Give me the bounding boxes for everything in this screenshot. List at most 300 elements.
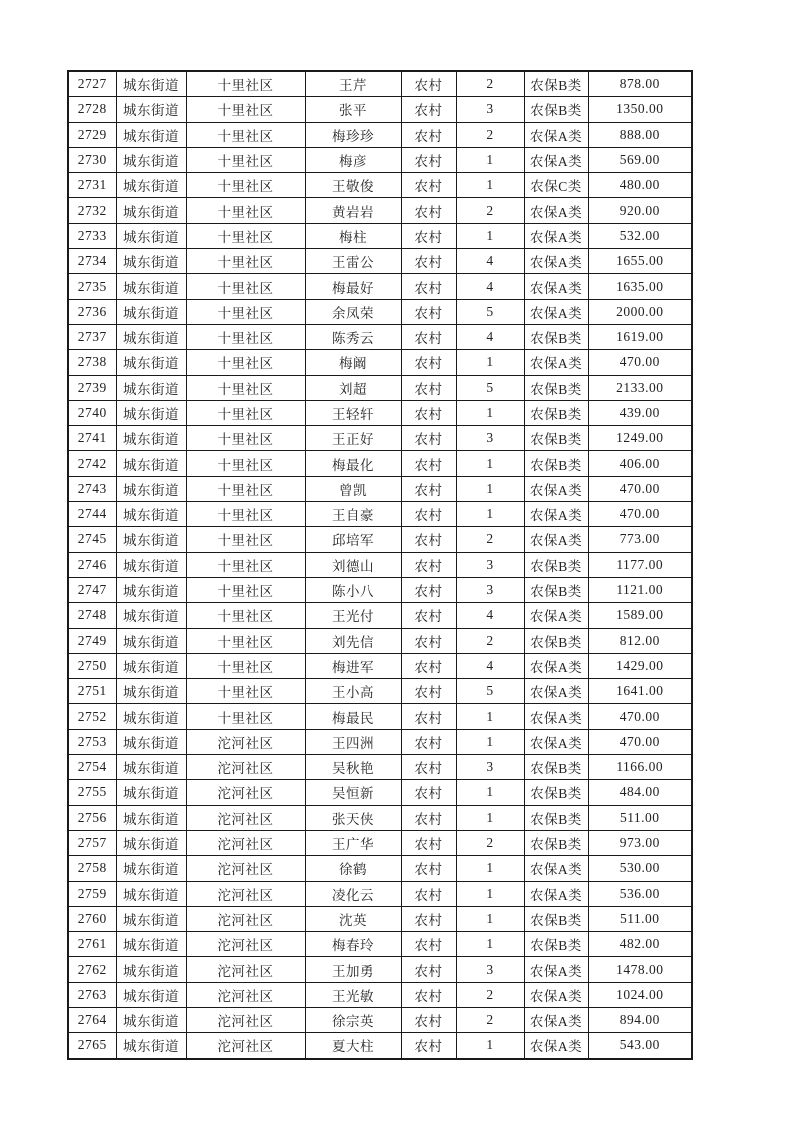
table-cell-household-category: 农村: [401, 223, 456, 248]
table-cell-person-name: 沈英: [305, 906, 401, 931]
table-cell-community: 十里社区: [186, 299, 305, 324]
table-cell-household-category: 农村: [401, 502, 456, 527]
table-row: [68, 957, 692, 982]
table-cell-community: 十里社区: [186, 375, 305, 400]
table-cell-amount: 536.00: [588, 881, 692, 906]
table-cell-amount: 1429.00: [588, 653, 692, 678]
table-cell-insurance-class: 农保B类: [524, 906, 588, 931]
table-cell-amount: 878.00: [588, 71, 692, 97]
table-row: [68, 830, 692, 855]
table-cell-insurance-class: 农保A类: [524, 679, 588, 704]
table-cell-seq-number: 2747: [68, 577, 116, 602]
table-cell-amount: 569.00: [588, 147, 692, 172]
table-cell-insurance-class: 农保A类: [524, 502, 588, 527]
table-cell-household-category: 农村: [401, 274, 456, 299]
table-cell-street: 城东街道: [116, 1007, 186, 1032]
table-cell-seq-number: 2741: [68, 426, 116, 451]
table-cell-amount: 1641.00: [588, 679, 692, 704]
table-cell-household-category: 农村: [401, 805, 456, 830]
table-cell-community: 沱河社区: [186, 957, 305, 982]
table-cell-person-name: 曾凯: [305, 476, 401, 501]
table-cell-insurance-class: 农保A类: [524, 1007, 588, 1032]
table-cell-street: 城东街道: [116, 350, 186, 375]
table-cell-amount: 480.00: [588, 173, 692, 198]
table-cell-street: 城东街道: [116, 198, 186, 223]
table-row: [68, 299, 692, 324]
table-cell-street: 城东街道: [116, 274, 186, 299]
table-cell-person-name: 王小高: [305, 679, 401, 704]
table-cell-person-name: 余凤荣: [305, 299, 401, 324]
table-body: [68, 71, 692, 1059]
table-cell-insurance-class: 农保B类: [524, 552, 588, 577]
table-cell-insurance-class: 农保A类: [524, 704, 588, 729]
table-cell-person-name: 刘德山: [305, 552, 401, 577]
table-cell-person-name: 凌化云: [305, 881, 401, 906]
table-cell-household-category: 农村: [401, 906, 456, 931]
table-row: [68, 147, 692, 172]
table-cell-person-name: 梅最化: [305, 451, 401, 476]
table-cell-seq-number: 2748: [68, 603, 116, 628]
table-cell-community: 十里社区: [186, 628, 305, 653]
table-cell-person-count: 1: [456, 223, 524, 248]
table-cell-street: 城东街道: [116, 426, 186, 451]
table-cell-person-count: 1: [456, 476, 524, 501]
table-cell-street: 城东街道: [116, 932, 186, 957]
table-cell-person-name: 王四洲: [305, 729, 401, 754]
table-cell-insurance-class: 农保B类: [524, 805, 588, 830]
table-cell-amount: 2133.00: [588, 375, 692, 400]
table-cell-household-category: 农村: [401, 704, 456, 729]
table-cell-seq-number: 2729: [68, 122, 116, 147]
table-cell-amount: 470.00: [588, 476, 692, 501]
table-cell-community: 十里社区: [186, 71, 305, 97]
table-row: [68, 856, 692, 881]
table-row: [68, 780, 692, 805]
table-cell-insurance-class: 农保A类: [524, 653, 588, 678]
table-cell-person-name: 王敬俊: [305, 173, 401, 198]
table-row: [68, 577, 692, 602]
table-row: [68, 805, 692, 830]
table-cell-insurance-class: 农保A类: [524, 881, 588, 906]
table-cell-amount: 470.00: [588, 502, 692, 527]
table-cell-street: 城东街道: [116, 957, 186, 982]
table-cell-seq-number: 2754: [68, 755, 116, 780]
table-cell-amount: 920.00: [588, 198, 692, 223]
table-cell-insurance-class: 农保A类: [524, 223, 588, 248]
table-cell-amount: 1249.00: [588, 426, 692, 451]
table-cell-household-category: 农村: [401, 350, 456, 375]
table-cell-seq-number: 2763: [68, 982, 116, 1007]
table-cell-amount: 470.00: [588, 350, 692, 375]
table-cell-person-name: 吴恒新: [305, 780, 401, 805]
table-cell-household-category: 农村: [401, 71, 456, 97]
table-cell-person-name: 梅春玲: [305, 932, 401, 957]
table-cell-community: 十里社区: [186, 274, 305, 299]
table-cell-person-count: 2: [456, 1007, 524, 1032]
table-cell-seq-number: 2730: [68, 147, 116, 172]
table-row: [68, 173, 692, 198]
table-cell-household-category: 农村: [401, 830, 456, 855]
table-cell-community: 十里社区: [186, 324, 305, 349]
table-cell-person-name: 梅彦: [305, 147, 401, 172]
table-cell-street: 城东街道: [116, 400, 186, 425]
table-cell-household-category: 农村: [401, 426, 456, 451]
table-row: [68, 982, 692, 1007]
table-row: [68, 679, 692, 704]
table-cell-person-count: 2: [456, 198, 524, 223]
table-cell-person-name: 梅最民: [305, 704, 401, 729]
table-cell-amount: 470.00: [588, 729, 692, 754]
table-cell-insurance-class: 农保A类: [524, 299, 588, 324]
table-cell-person-name: 梅最好: [305, 274, 401, 299]
table-cell-seq-number: 2733: [68, 223, 116, 248]
table-cell-street: 城东街道: [116, 71, 186, 97]
table-cell-household-category: 农村: [401, 375, 456, 400]
table-cell-person-name: 徐宗英: [305, 1007, 401, 1032]
table-cell-insurance-class: 农保B类: [524, 780, 588, 805]
table-cell-insurance-class: 农保B类: [524, 375, 588, 400]
table-cell-seq-number: 2756: [68, 805, 116, 830]
table-cell-household-category: 农村: [401, 628, 456, 653]
table-cell-person-count: 5: [456, 679, 524, 704]
table-cell-household-category: 农村: [401, 97, 456, 122]
table-cell-person-name: 邱培军: [305, 527, 401, 552]
table-cell-street: 城东街道: [116, 1033, 186, 1059]
table-cell-household-category: 农村: [401, 299, 456, 324]
table-cell-amount: 1635.00: [588, 274, 692, 299]
table-cell-street: 城东街道: [116, 906, 186, 931]
table-cell-household-category: 农村: [401, 527, 456, 552]
table-row: [68, 704, 692, 729]
table-cell-community: 十里社区: [186, 679, 305, 704]
table-cell-amount: 511.00: [588, 805, 692, 830]
table-cell-amount: 812.00: [588, 628, 692, 653]
table-cell-community: 十里社区: [186, 400, 305, 425]
table-cell-person-name: 王光付: [305, 603, 401, 628]
table-cell-person-name: 刘先信: [305, 628, 401, 653]
table-cell-household-category: 农村: [401, 679, 456, 704]
table-row: [68, 375, 692, 400]
table-cell-person-name: 夏大柱: [305, 1033, 401, 1059]
table-cell-seq-number: 2731: [68, 173, 116, 198]
table-cell-street: 城东街道: [116, 704, 186, 729]
table-cell-insurance-class: 农保A类: [524, 527, 588, 552]
table-cell-insurance-class: 农保A类: [524, 729, 588, 754]
table-cell-insurance-class: 农保A类: [524, 198, 588, 223]
table-row: [68, 755, 692, 780]
table-cell-household-category: 农村: [401, 173, 456, 198]
table-cell-household-category: 农村: [401, 451, 456, 476]
table-cell-community: 十里社区: [186, 603, 305, 628]
table-cell-insurance-class: 农保B类: [524, 426, 588, 451]
table-cell-street: 城东街道: [116, 603, 186, 628]
table-cell-household-category: 农村: [401, 552, 456, 577]
table-cell-amount: 482.00: [588, 932, 692, 957]
table-cell-person-name: 王雷公: [305, 249, 401, 274]
table-cell-community: 十里社区: [186, 451, 305, 476]
table-row: [68, 350, 692, 375]
table-cell-community: 沱河社区: [186, 780, 305, 805]
table-cell-street: 城东街道: [116, 755, 186, 780]
table-cell-person-count: 1: [456, 856, 524, 881]
table-cell-street: 城东街道: [116, 729, 186, 754]
table-cell-person-count: 3: [456, 97, 524, 122]
table-cell-street: 城东街道: [116, 502, 186, 527]
table-cell-seq-number: 2764: [68, 1007, 116, 1032]
table-cell-amount: 511.00: [588, 906, 692, 931]
table-cell-street: 城东街道: [116, 173, 186, 198]
table-cell-insurance-class: 农保A类: [524, 249, 588, 274]
table-cell-amount: 2000.00: [588, 299, 692, 324]
table-cell-seq-number: 2738: [68, 350, 116, 375]
table-row: [68, 906, 692, 931]
table-cell-insurance-class: 农保C类: [524, 173, 588, 198]
table-row: [68, 198, 692, 223]
table-cell-street: 城东街道: [116, 147, 186, 172]
table-cell-seq-number: 2761: [68, 932, 116, 957]
table-cell-community: 沱河社区: [186, 755, 305, 780]
table-cell-street: 城东街道: [116, 223, 186, 248]
table-cell-person-name: 徐鹤: [305, 856, 401, 881]
table-cell-community: 沱河社区: [186, 856, 305, 881]
table-row: [68, 527, 692, 552]
table-cell-amount: 470.00: [588, 704, 692, 729]
table-cell-amount: 530.00: [588, 856, 692, 881]
table-cell-person-count: 1: [456, 932, 524, 957]
table-cell-seq-number: 2758: [68, 856, 116, 881]
table-cell-person-count: 2: [456, 628, 524, 653]
table-cell-community: 沱河社区: [186, 830, 305, 855]
table-cell-community: 十里社区: [186, 147, 305, 172]
table-cell-street: 城东街道: [116, 324, 186, 349]
table-cell-person-name: 张平: [305, 97, 401, 122]
table-cell-person-count: 1: [456, 881, 524, 906]
table-row: [68, 97, 692, 122]
table-cell-community: 十里社区: [186, 350, 305, 375]
table-cell-community: 十里社区: [186, 552, 305, 577]
table-cell-insurance-class: 农保B类: [524, 451, 588, 476]
table-cell-insurance-class: 农保A类: [524, 274, 588, 299]
table-cell-seq-number: 2744: [68, 502, 116, 527]
table-cell-person-count: 4: [456, 249, 524, 274]
table-cell-person-count: 1: [456, 502, 524, 527]
table-cell-amount: 1177.00: [588, 552, 692, 577]
table-cell-person-count: 2: [456, 122, 524, 147]
table-row: [68, 324, 692, 349]
table-cell-seq-number: 2740: [68, 400, 116, 425]
table-cell-insurance-class: 农保B类: [524, 628, 588, 653]
table-cell-insurance-class: 农保A类: [524, 957, 588, 982]
table-cell-seq-number: 2759: [68, 881, 116, 906]
table-cell-community: 十里社区: [186, 476, 305, 501]
table-cell-person-count: 4: [456, 653, 524, 678]
table-cell-person-name: 梅进军: [305, 653, 401, 678]
table-cell-person-count: 3: [456, 577, 524, 602]
table-cell-amount: 543.00: [588, 1033, 692, 1059]
table-cell-person-name: 王正好: [305, 426, 401, 451]
table-cell-community: 十里社区: [186, 223, 305, 248]
table-cell-insurance-class: 农保B类: [524, 830, 588, 855]
table-cell-seq-number: 2735: [68, 274, 116, 299]
table-cell-person-name: 梅柱: [305, 223, 401, 248]
table-cell-person-count: 2: [456, 982, 524, 1007]
table-cell-seq-number: 2743: [68, 476, 116, 501]
table-cell-street: 城东街道: [116, 830, 186, 855]
table-cell-person-name: 梅阚: [305, 350, 401, 375]
table-cell-amount: 1121.00: [588, 577, 692, 602]
table-cell-household-category: 农村: [401, 198, 456, 223]
table-row: [68, 603, 692, 628]
table-cell-street: 城东街道: [116, 299, 186, 324]
table-cell-amount: 773.00: [588, 527, 692, 552]
table-cell-amount: 1166.00: [588, 755, 692, 780]
table-cell-person-count: 1: [456, 729, 524, 754]
table-cell-person-name: 王广华: [305, 830, 401, 855]
table-cell-household-category: 农村: [401, 856, 456, 881]
table-cell-amount: 894.00: [588, 1007, 692, 1032]
table-cell-seq-number: 2753: [68, 729, 116, 754]
table-cell-person-name: 张天侠: [305, 805, 401, 830]
table-cell-seq-number: 2765: [68, 1033, 116, 1059]
table-cell-community: 十里社区: [186, 704, 305, 729]
table-cell-person-count: 3: [456, 552, 524, 577]
table-cell-community: 十里社区: [186, 426, 305, 451]
table-cell-person-count: 2: [456, 527, 524, 552]
table-cell-person-name: 陈秀云: [305, 324, 401, 349]
table-cell-person-count: 1: [456, 400, 524, 425]
table-cell-person-count: 1: [456, 451, 524, 476]
table-cell-household-category: 农村: [401, 147, 456, 172]
table-cell-person-name: 王轻轩: [305, 400, 401, 425]
table-cell-household-category: 农村: [401, 755, 456, 780]
table-cell-seq-number: 2736: [68, 299, 116, 324]
table-cell-seq-number: 2732: [68, 198, 116, 223]
table-cell-seq-number: 2751: [68, 679, 116, 704]
table-cell-insurance-class: 农保B类: [524, 932, 588, 957]
table-cell-household-category: 农村: [401, 1033, 456, 1059]
table-cell-person-count: 1: [456, 906, 524, 931]
table-cell-person-count: 5: [456, 375, 524, 400]
table-cell-seq-number: 2742: [68, 451, 116, 476]
table-row: [68, 1033, 692, 1059]
table-cell-person-name: 刘超: [305, 375, 401, 400]
table-cell-street: 城东街道: [116, 679, 186, 704]
table-cell-street: 城东街道: [116, 982, 186, 1007]
table-cell-insurance-class: 农保A类: [524, 1033, 588, 1059]
table-cell-seq-number: 2728: [68, 97, 116, 122]
table-cell-seq-number: 2739: [68, 375, 116, 400]
table-cell-community: 十里社区: [186, 122, 305, 147]
table-cell-person-count: 2: [456, 830, 524, 855]
table-cell-insurance-class: 农保B类: [524, 97, 588, 122]
table-cell-person-count: 3: [456, 755, 524, 780]
table-row: [68, 1007, 692, 1032]
table-cell-person-name: 陈小八: [305, 577, 401, 602]
table-cell-seq-number: 2745: [68, 527, 116, 552]
table-cell-person-count: 1: [456, 704, 524, 729]
table-cell-community: 沱河社区: [186, 1007, 305, 1032]
table-cell-community: 十里社区: [186, 653, 305, 678]
table-cell-household-category: 农村: [401, 957, 456, 982]
table-cell-person-count: 4: [456, 324, 524, 349]
table-cell-community: 十里社区: [186, 249, 305, 274]
table-cell-amount: 1024.00: [588, 982, 692, 1007]
table-cell-street: 城东街道: [116, 122, 186, 147]
table-row: [68, 881, 692, 906]
table-cell-community: 沱河社区: [186, 805, 305, 830]
table-cell-person-count: 3: [456, 426, 524, 451]
table-cell-person-name: 王自豪: [305, 502, 401, 527]
table-row: [68, 476, 692, 501]
table-cell-community: 沱河社区: [186, 932, 305, 957]
table-cell-person-name: 王芹: [305, 71, 401, 97]
table-cell-insurance-class: 农保A类: [524, 603, 588, 628]
table-cell-amount: 532.00: [588, 223, 692, 248]
table-cell-person-count: 3: [456, 957, 524, 982]
table-cell-street: 城东街道: [116, 881, 186, 906]
table-cell-insurance-class: 农保A类: [524, 856, 588, 881]
table-cell-person-name: 吴秋艳: [305, 755, 401, 780]
table-cell-household-category: 农村: [401, 932, 456, 957]
table-row: [68, 400, 692, 425]
benefits-table: [67, 70, 693, 1060]
table-cell-insurance-class: 农保B类: [524, 324, 588, 349]
table-cell-household-category: 农村: [401, 1007, 456, 1032]
table-cell-person-count: 1: [456, 780, 524, 805]
table-row: [68, 122, 692, 147]
table-cell-person-count: 1: [456, 1033, 524, 1059]
table-cell-street: 城东街道: [116, 856, 186, 881]
table-cell-seq-number: 2760: [68, 906, 116, 931]
table-cell-person-count: 5: [456, 299, 524, 324]
table-cell-household-category: 农村: [401, 881, 456, 906]
table-cell-street: 城东街道: [116, 476, 186, 501]
table-cell-insurance-class: 农保A类: [524, 122, 588, 147]
table-row: [68, 628, 692, 653]
table-cell-household-category: 农村: [401, 324, 456, 349]
table-cell-street: 城东街道: [116, 375, 186, 400]
table-cell-seq-number: 2737: [68, 324, 116, 349]
table-cell-amount: 1478.00: [588, 957, 692, 982]
table-cell-seq-number: 2757: [68, 830, 116, 855]
table-cell-person-name: 王加勇: [305, 957, 401, 982]
table-cell-community: 十里社区: [186, 577, 305, 602]
table-cell-amount: 888.00: [588, 122, 692, 147]
table-cell-person-count: 1: [456, 350, 524, 375]
table-cell-community: 沱河社区: [186, 881, 305, 906]
table-cell-person-count: 1: [456, 147, 524, 172]
table-cell-insurance-class: 农保B类: [524, 755, 588, 780]
table-cell-community: 沱河社区: [186, 906, 305, 931]
table-cell-person-count: 1: [456, 805, 524, 830]
table-cell-insurance-class: 农保A类: [524, 476, 588, 501]
table-row: [68, 552, 692, 577]
table-cell-amount: 1655.00: [588, 249, 692, 274]
table-cell-amount: 439.00: [588, 400, 692, 425]
table-cell-person-count: 4: [456, 603, 524, 628]
table-cell-person-name: 黄岩岩: [305, 198, 401, 223]
table-cell-household-category: 农村: [401, 603, 456, 628]
table-cell-amount: 973.00: [588, 830, 692, 855]
table-cell-community: 十里社区: [186, 198, 305, 223]
table-cell-insurance-class: 农保B类: [524, 577, 588, 602]
table-cell-person-name: 王光敏: [305, 982, 401, 1007]
table-cell-seq-number: 2749: [68, 628, 116, 653]
table-cell-street: 城东街道: [116, 527, 186, 552]
table-cell-amount: 1589.00: [588, 603, 692, 628]
table-cell-seq-number: 2750: [68, 653, 116, 678]
table-cell-street: 城东街道: [116, 577, 186, 602]
